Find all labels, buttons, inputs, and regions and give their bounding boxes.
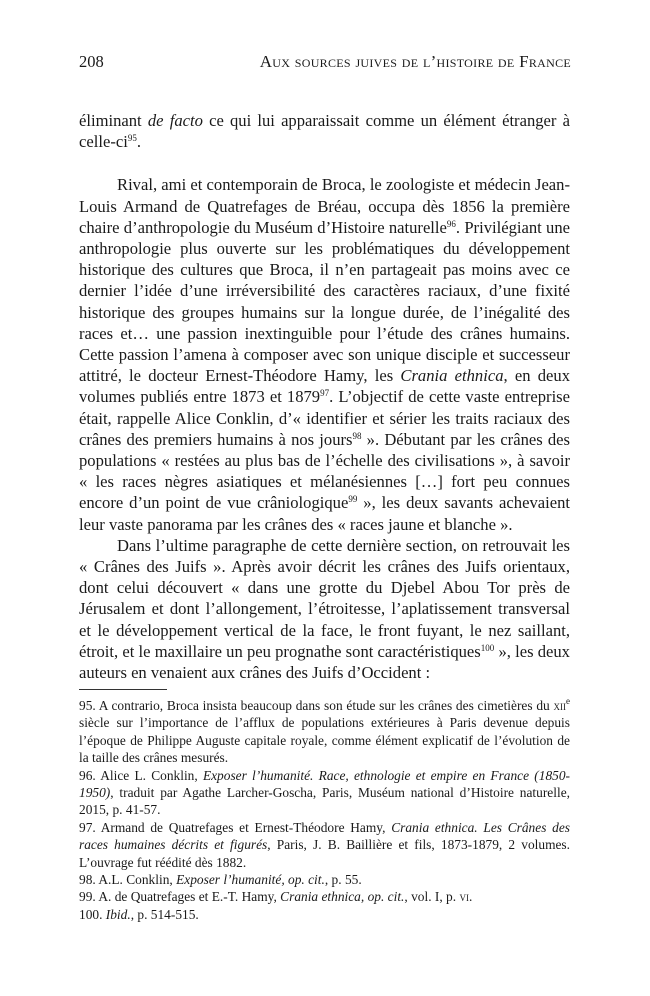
text-run: 99. A. de Quatrefages et E.-T. Hamy,: [79, 889, 281, 905]
text-run: .: [468, 889, 473, 905]
footnote-divider: [79, 689, 167, 690]
page-number: 208: [79, 52, 104, 71]
footnote-ref: 95: [127, 133, 137, 144]
footnote-96: [79, 767, 570, 819]
footnote-ref: 97: [320, 388, 330, 399]
text-run: , p. 55.: [324, 872, 362, 888]
text-run: , en deux volumes publiés entre 1873 et 1879: [79, 366, 570, 407]
italic-run: Ibid.: [105, 906, 131, 922]
text-run: , Paris, J. B. Baillière et fils, 1873-1879, 2 volumes. L’ouvrage fut réédité dès 1882.: [79, 837, 570, 870]
footnote-ref: 98: [352, 430, 362, 441]
text-run: 98. A.L. Conklin,: [79, 872, 177, 888]
italic-run: Crania ethnica, op. cit.: [280, 889, 405, 905]
footnote-ref: 99: [348, 494, 358, 505]
text-run: », les deux auteurs en venaient aux crânes des Juifs d’Occident :: [79, 641, 570, 683]
italic-run: Crania ethnica: [400, 366, 504, 386]
text-run: . Privilégiant une anthropologie plus ouverte sur les problématiques du développement historique des cultures que Broca, il n’en partageait pas moins avec ce dernier l’idée d’une irréversibilité des caractères raciaux, d’une fixité historique des groupes humains sur la longue durée, de l’inégalité des races et… une passion inextinguible pour l’étude des crânes humains. Cette passion l’amena à composer avec son unique disciple et successeur attitré, le docteur Ernest-Théodore Hamy, les: [79, 217, 570, 386]
text-run: 95. A contrario, Broca insista beaucoup dans son étude sur les crânes des cimetières du: [79, 698, 554, 713]
italic-run: Crania ethnica. Les Crânes des races humaines décrits et figurés: [79, 819, 570, 853]
text-run: siècle sur l’importance de l’afflux de populations extérieures à Paris devenue depuis l’époque de Philippe Auguste capitale royale, comme élément explicatif de l’évolution de la taille des crânes mesurés.: [79, 715, 570, 766]
footnote-97: [79, 819, 570, 871]
text-run: 96. Alice L. Conklin,: [79, 767, 203, 783]
superscript: e: [566, 696, 570, 706]
text-run: .: [136, 132, 141, 152]
text-run: Dans l’ultime paragraphe de cette dernière section, on retrouvait les « Crânes des Juifs ». Après avoir décrit les crânes des Juifs orientaux, dont celui découvert « dans une grotte du Djebel Abou Tor près de Jérusalem et dont l’allongement, l’étroitesse, l’aplatissement transversal et le développement vertical de la face, le front fuyant, le nez saillant, étroit, et le maxillaire un peu prognathe sont caractéristiques: [79, 535, 570, 661]
running-title: Aux sources juives de l’histoire de France: [259, 52, 571, 71]
small-caps-run: vi: [459, 889, 469, 905]
footnote-100: [79, 906, 570, 923]
running-head: [79, 52, 571, 72]
italic-run: Exposer l’humanité. Race, ethnologie et empire en France (1850-1950): [79, 767, 570, 801]
text-run: , vol. I, p.: [404, 889, 460, 905]
italic-run: Exposer l’humanité, op. cit.: [176, 872, 325, 888]
text-run: éliminant: [79, 111, 148, 130]
footnote-ref: 96: [446, 218, 456, 229]
text-run: . L’objectif de cette vaste entreprise était, rappelle Alice Conklin, d’« identifier et sérier les traits raciaux des crânes des premiers humains à nos jours: [79, 387, 570, 449]
footnote-95: [79, 697, 570, 767]
text-run: , traduit par Agathe Larcher-Goscha, Paris, Muséum national d’Histoire naturelle, 2015, p. 41-57.: [79, 785, 570, 818]
text-run: Rival, ami et contemporain de Broca, le zoologiste et médecin Jean-Louis Armand de Quatrefages de Bréau, occupa dès 1856 la première chaire d’anthropologie du Muséum d’Histoire naturelle: [79, 175, 570, 237]
footnote-99: [79, 888, 570, 905]
paragraph-quatrefages: [79, 174, 570, 534]
footnote-ref: 100: [480, 642, 495, 653]
footnotes: [79, 697, 570, 923]
text-run: ». Débutant par les crânes des populations « restées au plus bas de l’échelle des civilisations », à savoir « les races nègres asiatiques et mélanésiennes […] fort peu connues encore d’un point de vue crâniologique: [79, 429, 570, 513]
text-run: ce qui lui apparaissait comme un élément étranger à celle-ci: [79, 111, 570, 152]
footnote-98: [79, 871, 570, 888]
main-text: [79, 110, 570, 683]
paragraph-continued: [79, 110, 570, 152]
text-run: 97. Armand de Quatrefages et Ernest-Théodore Hamy,: [79, 819, 392, 835]
text-run: , p. 514-515.: [130, 906, 199, 922]
small-caps-run: xii: [553, 698, 566, 713]
text-run: », les deux savants achevaient leur vaste panorama par les crânes des « races jaune et blanche ».: [79, 493, 570, 534]
text-run: 100.: [79, 906, 106, 922]
italic-run: de facto: [147, 111, 203, 130]
paragraph-cranes-juifs: [79, 535, 570, 683]
